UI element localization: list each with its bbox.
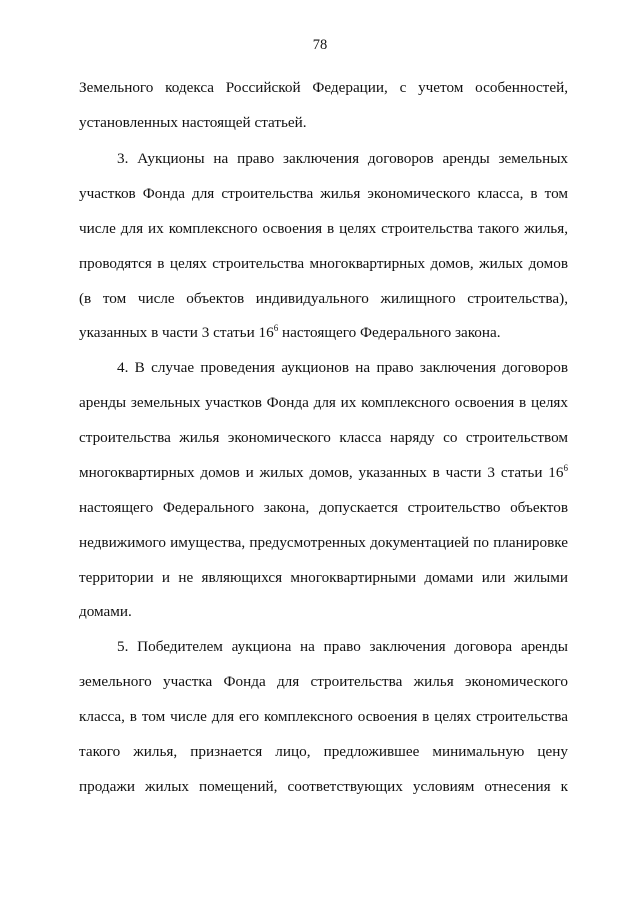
line-text: земельного участка Фонда для строительства жилья экономического [79, 673, 568, 690]
text-line [79, 254, 568, 274]
line-text: 3. Аукционы на право заключения договоров аренды земельных [117, 150, 568, 167]
text-line [79, 602, 568, 622]
text-line [79, 672, 568, 692]
line-text: домами. [79, 603, 132, 620]
text-line [79, 568, 568, 588]
text-line [79, 323, 568, 343]
line-text: числе для их комплексного освоения в целях строительства такого жилья, [79, 220, 568, 237]
line-text: участков Фонда для строительства жилья экономического класса, в том [79, 185, 568, 202]
line-text: Земельного кодекса Российской Федерации, с учетом особенностей, [79, 79, 568, 96]
line-text: 5. Победителем аукциона на право заключения договора аренды [117, 638, 568, 655]
line-text: указанных в части 3 статьи 16 [79, 324, 274, 341]
text-line [79, 393, 568, 413]
line-text: (в том числе объектов индивидуального жилищного строительства), [79, 290, 568, 307]
text-line [79, 742, 568, 762]
text-line [79, 463, 568, 483]
text-line [79, 428, 568, 448]
line-text: строительства жилья экономического класса наряду со строительством [79, 429, 568, 446]
text-line [79, 113, 568, 133]
line-text: территории и не являющихся многоквартирными домами или жилыми [79, 569, 568, 586]
line-text: 4. В случае проведения аукционов на право заключения договоров [117, 359, 568, 376]
superscript: 6 [273, 323, 279, 333]
superscript: 6 [563, 463, 568, 473]
line-text: настоящего Федерального закона. [278, 324, 501, 341]
text-line [79, 184, 568, 204]
paragraph-5-first-line [117, 637, 568, 657]
text-line [79, 78, 568, 98]
text-line [79, 289, 568, 309]
page-number: 78 [312, 37, 328, 53]
text-line [79, 219, 568, 239]
line-text: аренды земельных участков Фонда для их комплексного освоения в целях [79, 394, 568, 411]
text-line [79, 533, 568, 553]
paragraph-3-first-line [117, 149, 568, 169]
line-text: класса, в том числе для его комплексного освоения в целях строительства [79, 708, 568, 725]
line-text: проводятся в целях строительства многоквартирных домов, жилых домов [79, 255, 568, 272]
paragraph-4-first-line [117, 358, 568, 378]
text-line [79, 777, 568, 797]
line-text: настоящего Федерального закона, допускается строительство объектов [79, 499, 568, 516]
line-text: многоквартирных домов и жилых домов, указанных в части 3 статьи 16 [79, 464, 564, 481]
line-text: установленных настоящей статьей. [79, 114, 307, 131]
text-line [79, 707, 568, 727]
line-text: продажи жилых помещений, соответствующих условиям отнесения к [79, 778, 568, 795]
line-text: такого жилья, признается лицо, предложившее минимальную цену [79, 743, 568, 760]
line-text: недвижимого имущества, предусмотренных документацией по планировке [79, 534, 568, 551]
text-line [79, 498, 568, 518]
